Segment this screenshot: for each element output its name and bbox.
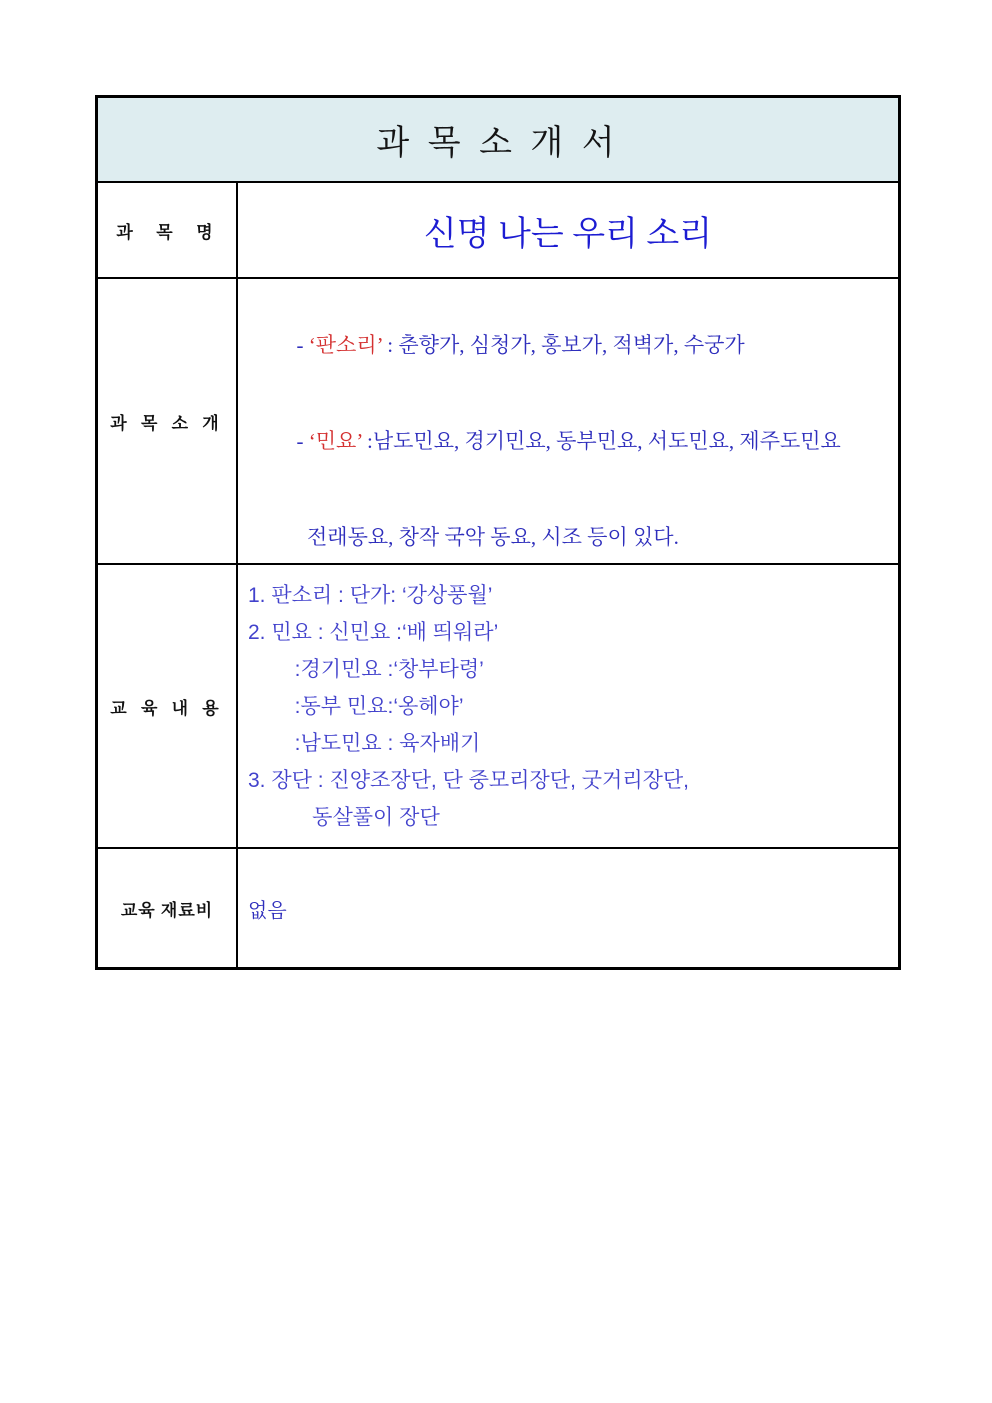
subject-name-value: 신명 나는 우리 소리 [423,215,713,253]
content-line-7: 동살풀이 장단 [248,806,440,829]
intro-segment: : 춘향가, 심청가, 홍보가, 적벽가, 수궁가 [382,333,745,357]
material-cost-cell [238,849,898,967]
intro-segment: - [296,429,309,453]
table-title-row [98,98,898,181]
content-line-1: 1. 판소리 : 단가: ‘강상풍월’ [248,584,493,607]
row-subject-intro [98,277,898,563]
intro-line-2 [244,393,892,489]
intro-segment-highlight: ‘판소리’ [308,333,383,357]
row-subject-name [98,181,898,277]
subject-name-label: 과 목 명 [98,183,238,277]
subject-intro-text-block [238,279,898,563]
intro-segment: :남도민요, 경기민요, 동부민요, 서도민요, 제주도민요 [362,429,841,453]
intro-segment: 전래동요, 창작 국악 동요, 시조 등이 있다. [296,525,679,549]
education-content-text-block [238,565,898,847]
intro-line-3 [244,489,892,563]
page-title: 과 목 소 개 서 [376,125,620,162]
content-line-5: :남도민요 : 육자배기 [248,732,481,755]
content-line-2: 2. 민요 : 신민요 :‘배 띄워라’ [248,621,499,644]
subject-intro-label: 과 목 소 개 [98,279,238,563]
intro-segment: - [296,333,309,357]
course-intro-table [95,95,901,970]
content-line-3: :경기민요 :‘창부타령’ [248,658,484,681]
row-education-content [98,563,898,847]
intro-line-1 [244,297,892,393]
content-line-4: :동부 민요:‘옹헤야’ [248,695,464,718]
education-content-label: 교 육 내 용 [98,565,238,847]
material-cost-label: 교육 재료비 [98,849,238,967]
row-material-cost [98,847,898,967]
intro-segment-highlight: ‘민요’ [308,429,363,453]
material-cost-value: 없음 [248,899,287,922]
subject-name-cell [238,183,898,277]
content-line-6: 3. 장단 : 진양조장단, 단 중모리장단, 굿거리장단, [248,769,690,792]
